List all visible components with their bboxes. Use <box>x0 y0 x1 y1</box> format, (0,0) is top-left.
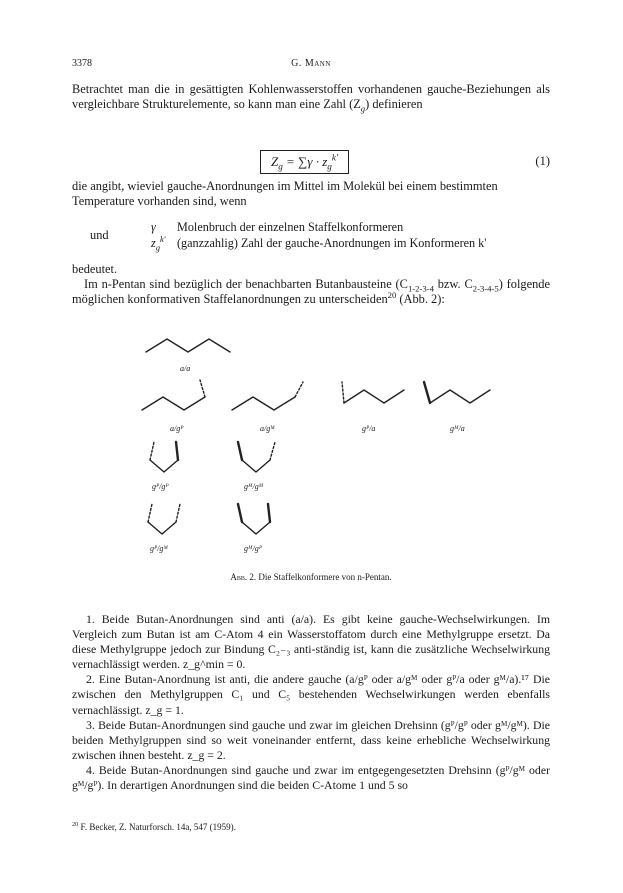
para-text: Im n-Pentan sind bezüglich der benachbarten Butanbausteine (C <box>84 277 408 291</box>
conformer-gP-gM-dash1 <box>148 504 152 522</box>
case-list <box>72 612 550 793</box>
label-gP-gM: gᴾ/gᴹ <box>150 544 168 553</box>
conformer-gP-gM-dash2 <box>176 504 180 522</box>
conformer-figure <box>72 330 550 580</box>
conformer-gM-a-bond <box>424 382 430 403</box>
definition-connector: und <box>90 228 109 242</box>
formula-rhs: = ∑γ · z <box>282 154 328 169</box>
para-text: (Abb. 2): <box>396 292 445 307</box>
footnote-number: 20 <box>72 821 79 828</box>
footnote <box>72 822 236 832</box>
label-a-gM: a/gᴹ <box>260 424 275 433</box>
conformer-gP-gM <box>148 522 176 534</box>
conformer-gP-gP-bond <box>176 442 178 460</box>
conformer-a-gM-dash <box>295 382 303 397</box>
label-gP-a: gᴾ/a <box>362 424 376 433</box>
subscript: g <box>360 103 366 114</box>
conformer-gP-a <box>344 390 404 403</box>
conformer-gM-gP <box>242 522 270 534</box>
list-item: 1. Beide Butan-Anordnungen sind anti (a/a). Es gibt keine gauche-Wechselwirkungen. Im Vergleich zum Butan ist am C-Atom 4 ein Wasserstoffatom durch eine Methylgruppe ersetzt. Da diese Methylgruppe jedoch zur Bindung C₂₋₃ anti-ständig ist, kann die zusätzliche Wechselwirkung vernachlässigt werden. z_g^min = 0. <box>72 612 550 672</box>
conformer-gM-gM <box>242 460 270 472</box>
conformer-gM-gM-bond <box>238 442 242 460</box>
conformer-gM-gP-bond2 <box>268 504 270 522</box>
formula-rhs-sub: g <box>327 161 332 172</box>
list-item: 3. Beide Butan-Anordnungen sind gauche und zwar im gleichen Drehsinn (gᴾ/gᴾ oder gᴹ/gᴹ). Die beiden Methylgruppen sind so weit voneinander entfernt, dass keine erhebliche Wechselwirkung zwischen ihnen besteht. z_g = 2. <box>72 717 550 762</box>
para-sub: 1-2-3-4 <box>407 283 434 294</box>
definition-text: (ganzzahlig) Zahl der gauche-Anordnungen im Konformeren k' <box>177 236 487 250</box>
formula-rhs-sup: k' <box>331 152 338 163</box>
equation-1 <box>72 150 550 176</box>
running-author: G. Mann <box>291 58 331 69</box>
label-gM-gM: gᴹ/gᴹ <box>244 482 264 491</box>
footnote-ref: 20 <box>387 290 397 301</box>
label-gP-gP: gᴾ/gᴾ <box>152 482 169 491</box>
paragraph-intro <box>72 82 550 112</box>
formula-lhs: Z <box>271 154 279 169</box>
para-text: ) folgende möglichen konformativen Staffelanordnungen zu unterscheiden <box>72 277 550 307</box>
conformer-gM-gM-dash <box>270 442 275 460</box>
label-a-gP: a/gᴾ <box>170 424 184 433</box>
conformer-a-gM <box>232 397 295 410</box>
conformer-gM-a <box>430 390 490 403</box>
definition-text: Molenbruch der einzelnen Staffelkonformeren <box>177 220 404 234</box>
conformer-a-gP-dash <box>200 380 205 397</box>
conformer-gP-gP-dash1 <box>150 442 154 460</box>
footnote-text: F. Becker, Z. Naturforsch. 14a, 547 (1959). <box>80 822 236 832</box>
paragraph-explanation: die angibt, wieviel gauche-Anordnungen im Mittel im Molekül bei einem bestimmten Temperature vorhanden sind, wenn <box>72 179 498 209</box>
conformer-a-gP <box>142 397 205 410</box>
symbol-zg-sup: k' <box>160 233 166 244</box>
conformer-aa <box>146 339 230 352</box>
label-gM-a: gᴹ/a <box>450 424 465 433</box>
label-aa: a/a <box>180 364 191 373</box>
conformer-diagrams <box>72 330 550 580</box>
page-number: 3378 <box>72 58 92 69</box>
label-gM-gP: gᴹ/gᴾ <box>244 544 262 553</box>
para-text: bzw. C <box>433 277 473 291</box>
paragraph-bedeutet: bedeutet. <box>72 262 118 276</box>
definition-gamma <box>151 220 403 235</box>
symbol-gamma: γ <box>151 220 156 234</box>
symbol-zg <box>151 233 177 253</box>
list-item: 2. Eine Butan-Anordnung ist anti, die andere gauche (a/gᴾ oder a/gᴹ oder gᴾ/a oder gᴹ/a).¹⁷ Die zwischen den Methylgruppen C₁ und C₅ bestehenden Wechselwirkungen werden ebenfalls vernachlässigt. z_g = 1. <box>72 672 550 717</box>
conformer-gP-gP <box>150 460 178 472</box>
symbol-zg-sub: g <box>155 242 161 253</box>
paragraph-text: Betrachtet man die in gesättigten Kohlenwasserstoffen vorhandenen gauche-Beziehungen als vergleichbare Strukturelemente, so kann man eine Zahl (Z <box>72 82 550 112</box>
boxed-formula <box>260 150 349 174</box>
caption-text: Die Staffelkonformere von n-Pentan. <box>256 572 392 582</box>
symbol-zg-base: z <box>151 236 156 250</box>
paragraph-pentan <box>72 277 550 307</box>
paragraph-text-end: ) definieren <box>365 97 423 112</box>
caption-label: Abb. 2. <box>230 572 257 582</box>
equation-number: (1) <box>535 154 550 168</box>
list-item: 4. Beide Butan-Anordnungen sind gauche und zwar im entgegengesetzten Drehsinn (gᴾ/gᴹ oder gᴹ/gᴾ). In derartigen Anordnungen sind die beiden C-Atome 1 und 5 so <box>72 762 550 793</box>
conformer-gM-gP-bond1 <box>238 504 242 522</box>
conformer-gP-a-dash <box>342 382 344 403</box>
figure-caption <box>72 572 550 582</box>
para-sub: 2-3-4-5 <box>472 283 499 294</box>
formula-lhs-sub: g <box>278 161 283 172</box>
definition-zg <box>151 233 487 253</box>
